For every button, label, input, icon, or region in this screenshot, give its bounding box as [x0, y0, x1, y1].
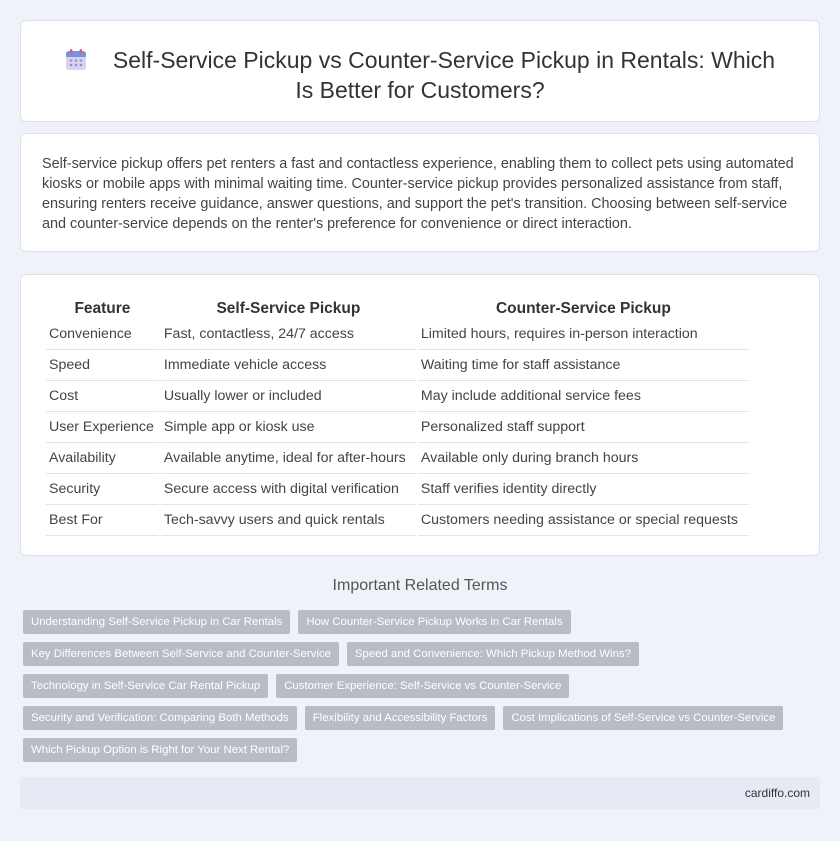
feature-cell: User Experience — [46, 412, 159, 443]
table-row — [46, 505, 749, 536]
header-card — [20, 20, 820, 122]
table-row — [46, 474, 749, 505]
tag-row — [23, 674, 823, 698]
self-service-cell: Fast, contactless, 24/7 access — [161, 319, 416, 350]
self-service-cell: Simple app or kiosk use — [161, 412, 416, 443]
feature-cell: Availability — [46, 443, 159, 474]
intro-paragraph: Self-service pickup offers pet renters a fast and contactless experience, enabling them to collect pets using automated kiosks or mobile apps with minimal waiting time. Counter-service pickup provides personalized assistance from staff, ensuring renters receive guidance, answer questions, and support the pet's transition. Choosing between self-service and counter-service depends on the renter's preference for convenience or direct interaction. — [42, 156, 794, 232]
related-term-tag[interactable]: Cost Implications of Self-Service vs Counter-Service — [503, 706, 783, 730]
counter-service-cell: Customers needing assistance or special requests — [418, 505, 749, 536]
table-row — [46, 319, 749, 350]
table-row — [46, 381, 749, 412]
comparison-card — [20, 274, 820, 556]
table-row — [46, 412, 749, 443]
counter-service-cell: Available only during branch hours — [418, 443, 749, 474]
page-title-wrap — [21, 45, 819, 105]
tag-row — [23, 610, 823, 634]
self-service-cell: Tech-savvy users and quick rentals — [161, 505, 416, 536]
calendar-icon — [65, 49, 87, 71]
comparison-table — [44, 295, 751, 536]
tag-row — [23, 706, 823, 730]
table-row — [46, 350, 749, 381]
feature-cell: Cost — [46, 381, 159, 412]
table-row — [46, 443, 749, 474]
intro-card — [20, 133, 820, 252]
related-term-tag[interactable]: Which Pickup Option is Right for Your Next Rental? — [23, 738, 297, 762]
self-service-cell: Secure access with digital verification — [161, 474, 416, 505]
self-service-cell: Immediate vehicle access — [161, 350, 416, 381]
self-service-cell: Available anytime, ideal for after-hours — [161, 443, 416, 474]
related-term-tag[interactable]: Technology in Self-Service Car Rental Pickup — [23, 674, 268, 698]
feature-cell: Best For — [46, 505, 159, 536]
table-header-row — [46, 295, 749, 319]
page-title: Self-Service Pickup vs Counter-Service Pickup in Rentals: Which Is Better for Customers? — [112, 47, 776, 103]
related-term-tag[interactable]: Speed and Convenience: Which Pickup Method Wins? — [347, 642, 639, 666]
footer-bar — [20, 777, 820, 809]
tag-row — [23, 642, 823, 666]
related-term-tag[interactable]: Key Differences Between Self-Service and Counter-Service — [23, 642, 339, 666]
related-terms-list — [23, 610, 823, 770]
header-feature: Feature — [74, 300, 131, 317]
related-term-tag[interactable]: How Counter-Service Pickup Works in Car Rentals — [298, 610, 570, 634]
header-counter-service: Counter-Service Pickup — [495, 300, 671, 317]
feature-cell: Security — [46, 474, 159, 505]
counter-service-cell: Staff verifies identity directly — [418, 474, 749, 505]
tag-row — [23, 738, 823, 762]
header-self-service: Self-Service Pickup — [216, 300, 361, 317]
feature-cell: Convenience — [46, 319, 159, 350]
counter-service-cell: Limited hours, requires in-person interaction — [418, 319, 749, 350]
counter-service-cell: Waiting time for staff assistance — [418, 350, 749, 381]
related-terms-heading: Important Related Terms — [332, 577, 508, 594]
related-term-tag[interactable]: Understanding Self-Service Pickup in Car Rentals — [23, 610, 290, 634]
self-service-cell: Usually lower or included — [161, 381, 416, 412]
feature-cell: Speed — [46, 350, 159, 381]
related-term-tag[interactable]: Security and Verification: Comparing Both Methods — [23, 706, 297, 730]
related-term-tag[interactable]: Flexibility and Accessibility Factors — [305, 706, 496, 730]
counter-service-cell: Personalized staff support — [418, 412, 749, 443]
footer-site-link[interactable]: cardiffo.com — [744, 786, 810, 800]
counter-service-cell: May include additional service fees — [418, 381, 749, 412]
related-term-tag[interactable]: Customer Experience: Self-Service vs Counter-Service — [276, 674, 569, 698]
